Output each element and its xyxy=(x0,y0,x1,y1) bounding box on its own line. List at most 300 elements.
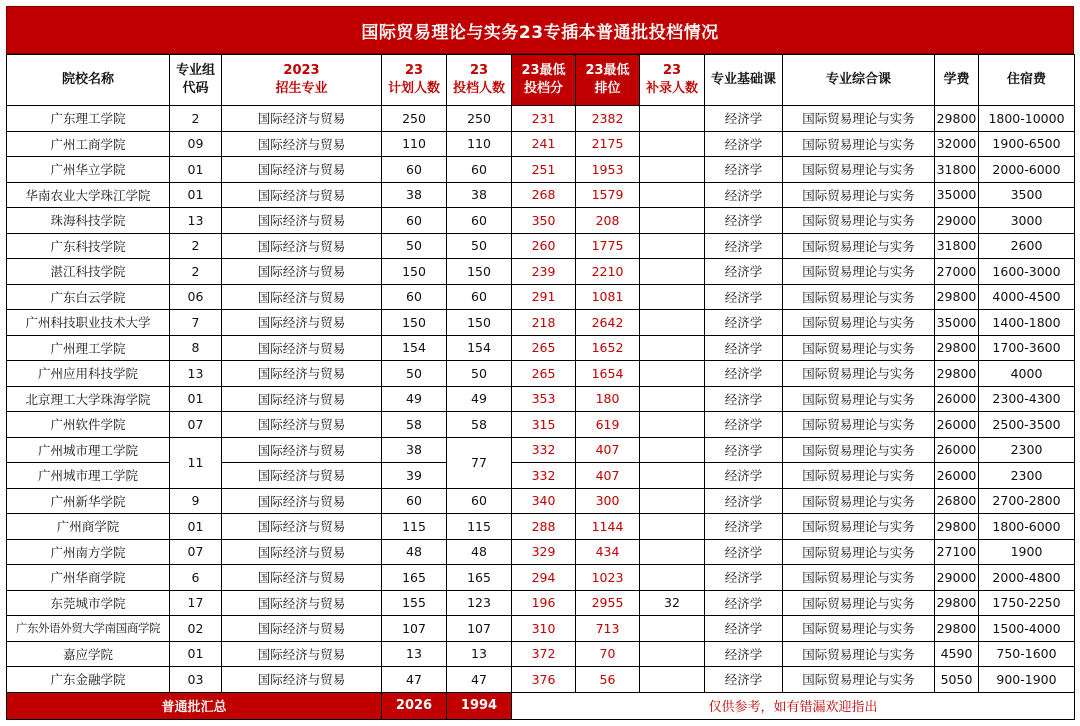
cell-tuition: 29800 xyxy=(935,106,979,132)
cell-min-rank: 2955 xyxy=(576,590,640,616)
cell-tuition: 35000 xyxy=(935,182,979,208)
cell-comprehensive-course: 国际贸易理论与实务 xyxy=(783,106,935,132)
cell-comprehensive-course: 国际贸易理论与实务 xyxy=(783,259,935,285)
cell-basic-course: 经济学 xyxy=(705,131,783,157)
cell-comprehensive-course: 国际贸易理论与实务 xyxy=(783,616,935,642)
cell-min-score: 329 xyxy=(512,539,576,565)
cell-supplementary xyxy=(640,182,705,208)
cell-lodging: 1750-2250 xyxy=(979,590,1075,616)
cell-plan: 49 xyxy=(382,386,447,412)
header-filed: 23 投档人数 xyxy=(447,55,512,106)
cell-tuition: 26000 xyxy=(935,463,979,489)
cell-plan: 58 xyxy=(382,412,447,438)
header-min-rank: 23最低 排位 xyxy=(576,55,640,106)
cell-school: 广东外语外贸大学南国商学院 xyxy=(7,616,170,642)
cell-major: 国际经济与贸易 xyxy=(222,106,382,132)
cell-lodging: 750-1600 xyxy=(979,641,1075,667)
table-row xyxy=(7,667,1075,693)
cell-major: 国际经济与贸易 xyxy=(222,157,382,183)
cell-supplementary xyxy=(640,616,705,642)
cell-filed: 60 xyxy=(447,488,512,514)
cell-min-score: 294 xyxy=(512,565,576,591)
cell-supplementary xyxy=(640,641,705,667)
table-row xyxy=(7,488,1075,514)
cell-filed: 77 xyxy=(447,437,512,488)
cell-group-code: 06 xyxy=(170,284,222,310)
sheet-title: 国际贸易理论与实务23专插本普通批投档情况 xyxy=(6,6,1074,54)
cell-basic-course: 经济学 xyxy=(705,208,783,234)
cell-school: 广州新华学院 xyxy=(7,488,170,514)
cell-comprehensive-course: 国际贸易理论与实务 xyxy=(783,361,935,387)
cell-major: 国际经济与贸易 xyxy=(222,463,382,489)
cell-school: 华南农业大学珠江学院 xyxy=(7,182,170,208)
cell-group-code: 07 xyxy=(170,412,222,438)
cell-plan: 154 xyxy=(382,335,447,361)
cell-min-score: 265 xyxy=(512,361,576,387)
cell-basic-course: 经济学 xyxy=(705,463,783,489)
cell-supplementary xyxy=(640,412,705,438)
cell-lodging: 2000-6000 xyxy=(979,157,1075,183)
cell-supplementary xyxy=(640,361,705,387)
cell-filed: 110 xyxy=(447,131,512,157)
cell-comprehensive-course: 国际贸易理论与实务 xyxy=(783,590,935,616)
cell-basic-course: 经济学 xyxy=(705,182,783,208)
cell-school: 嘉应学院 xyxy=(7,641,170,667)
cell-lodging: 2600 xyxy=(979,233,1075,259)
header-major: 2023 招生专业 xyxy=(222,55,382,106)
cell-comprehensive-course: 国际贸易理论与实务 xyxy=(783,157,935,183)
cell-comprehensive-course: 国际贸易理论与实务 xyxy=(783,284,935,310)
cell-lodging: 1900-6500 xyxy=(979,131,1075,157)
cell-school: 珠海科技学院 xyxy=(7,208,170,234)
cell-min-score: 265 xyxy=(512,335,576,361)
cell-lodging: 4000-4500 xyxy=(979,284,1075,310)
cell-basic-course: 经济学 xyxy=(705,386,783,412)
cell-basic-course: 经济学 xyxy=(705,259,783,285)
cell-lodging: 2700-2800 xyxy=(979,488,1075,514)
cell-min-rank: 1081 xyxy=(576,284,640,310)
cell-supplementary xyxy=(640,463,705,489)
cell-supplementary: 32 xyxy=(640,590,705,616)
cell-filed: 50 xyxy=(447,361,512,387)
cell-major: 国际经济与贸易 xyxy=(222,590,382,616)
cell-supplementary xyxy=(640,667,705,693)
table-row xyxy=(7,437,1075,463)
cell-filed: 49 xyxy=(447,386,512,412)
header-min-score: 23最低 投档分 xyxy=(512,55,576,106)
cell-group-code: 7 xyxy=(170,310,222,336)
table-row xyxy=(7,310,1075,336)
cell-basic-course: 经济学 xyxy=(705,616,783,642)
cell-basic-course: 经济学 xyxy=(705,539,783,565)
cell-school: 广州华商学院 xyxy=(7,565,170,591)
cell-major: 国际经济与贸易 xyxy=(222,667,382,693)
cell-supplementary xyxy=(640,131,705,157)
table-row xyxy=(7,386,1075,412)
cell-min-rank: 300 xyxy=(576,488,640,514)
cell-min-score: 268 xyxy=(512,182,576,208)
cell-school: 广州南方学院 xyxy=(7,539,170,565)
table-row xyxy=(7,208,1075,234)
admission-table xyxy=(6,54,1075,720)
cell-tuition: 29000 xyxy=(935,208,979,234)
cell-lodging: 1500-4000 xyxy=(979,616,1075,642)
cell-min-rank: 1144 xyxy=(576,514,640,540)
cell-school: 东莞城市学院 xyxy=(7,590,170,616)
cell-lodging: 4000 xyxy=(979,361,1075,387)
cell-plan: 60 xyxy=(382,208,447,234)
cell-lodging: 1800-10000 xyxy=(979,106,1075,132)
table-row xyxy=(7,565,1075,591)
cell-supplementary xyxy=(640,233,705,259)
table-row xyxy=(7,157,1075,183)
cell-major: 国际经济与贸易 xyxy=(222,233,382,259)
cell-group-code: 6 xyxy=(170,565,222,591)
cell-plan: 60 xyxy=(382,157,447,183)
cell-comprehensive-course: 国际贸易理论与实务 xyxy=(783,412,935,438)
cell-group-code: 01 xyxy=(170,157,222,183)
cell-tuition: 35000 xyxy=(935,310,979,336)
cell-plan: 48 xyxy=(382,539,447,565)
cell-basic-course: 经济学 xyxy=(705,233,783,259)
cell-comprehensive-course: 国际贸易理论与实务 xyxy=(783,488,935,514)
table-row xyxy=(7,233,1075,259)
cell-school: 北京理工大学珠海学院 xyxy=(7,386,170,412)
cell-supplementary xyxy=(640,386,705,412)
cell-major: 国际经济与贸易 xyxy=(222,641,382,667)
cell-basic-course: 经济学 xyxy=(705,284,783,310)
cell-group-code: 11 xyxy=(170,437,222,488)
cell-plan: 38 xyxy=(382,182,447,208)
cell-min-rank: 208 xyxy=(576,208,640,234)
cell-comprehensive-course: 国际贸易理论与实务 xyxy=(783,514,935,540)
cell-basic-course: 经济学 xyxy=(705,641,783,667)
cell-basic-course: 经济学 xyxy=(705,514,783,540)
cell-major: 国际经济与贸易 xyxy=(222,259,382,285)
cell-group-code: 01 xyxy=(170,182,222,208)
cell-min-rank: 70 xyxy=(576,641,640,667)
cell-supplementary xyxy=(640,565,705,591)
cell-lodging: 2300-4300 xyxy=(979,386,1075,412)
cell-plan: 50 xyxy=(382,361,447,387)
table-row xyxy=(7,361,1075,387)
cell-tuition: 29800 xyxy=(935,335,979,361)
cell-school: 广州软件学院 xyxy=(7,412,170,438)
cell-plan: 47 xyxy=(382,667,447,693)
cell-plan: 165 xyxy=(382,565,447,591)
cell-comprehensive-course: 国际贸易理论与实务 xyxy=(783,565,935,591)
cell-min-rank: 180 xyxy=(576,386,640,412)
table-row xyxy=(7,106,1075,132)
cell-filed: 60 xyxy=(447,208,512,234)
cell-min-rank: 2382 xyxy=(576,106,640,132)
cell-tuition: 29800 xyxy=(935,284,979,310)
cell-comprehensive-course: 国际贸易理论与实务 xyxy=(783,386,935,412)
cell-group-code: 03 xyxy=(170,667,222,693)
cell-min-rank: 407 xyxy=(576,463,640,489)
cell-tuition: 5050 xyxy=(935,667,979,693)
cell-school: 广州工商学院 xyxy=(7,131,170,157)
cell-filed: 107 xyxy=(447,616,512,642)
cell-plan: 13 xyxy=(382,641,447,667)
cell-comprehensive-course: 国际贸易理论与实务 xyxy=(783,539,935,565)
cell-lodging: 2000-4800 xyxy=(979,565,1075,591)
cell-supplementary xyxy=(640,106,705,132)
summary-filed-total: 1994 xyxy=(447,692,512,719)
cell-group-code: 01 xyxy=(170,641,222,667)
cell-comprehensive-course: 国际贸易理论与实务 xyxy=(783,233,935,259)
cell-filed: 154 xyxy=(447,335,512,361)
header-supplementary: 23 补录人数 xyxy=(640,55,705,106)
header-row xyxy=(7,55,1075,106)
cell-comprehensive-course: 国际贸易理论与实务 xyxy=(783,667,935,693)
cell-min-score: 376 xyxy=(512,667,576,693)
cell-tuition: 31800 xyxy=(935,157,979,183)
header-plan: 23 计划人数 xyxy=(382,55,447,106)
cell-tuition: 29800 xyxy=(935,361,979,387)
cell-supplementary xyxy=(640,157,705,183)
cell-supplementary xyxy=(640,310,705,336)
cell-group-code: 01 xyxy=(170,514,222,540)
cell-lodging: 3000 xyxy=(979,208,1075,234)
cell-group-code: 17 xyxy=(170,590,222,616)
cell-school: 广州城市理工学院 xyxy=(7,463,170,489)
cell-major: 国际经济与贸易 xyxy=(222,539,382,565)
cell-min-score: 353 xyxy=(512,386,576,412)
cell-major: 国际经济与贸易 xyxy=(222,208,382,234)
table-row xyxy=(7,463,1075,489)
cell-tuition: 31800 xyxy=(935,233,979,259)
table-row xyxy=(7,131,1075,157)
table-row xyxy=(7,616,1075,642)
cell-filed: 50 xyxy=(447,233,512,259)
cell-filed: 123 xyxy=(447,590,512,616)
cell-filed: 58 xyxy=(447,412,512,438)
cell-comprehensive-course: 国际贸易理论与实务 xyxy=(783,310,935,336)
cell-group-code: 02 xyxy=(170,616,222,642)
cell-school: 广州科技职业技术大学 xyxy=(7,310,170,336)
cell-school: 广东科技学院 xyxy=(7,233,170,259)
cell-plan: 50 xyxy=(382,233,447,259)
header-basic-course: 专业基础课 xyxy=(705,55,783,106)
cell-lodging: 1400-1800 xyxy=(979,310,1075,336)
table-row xyxy=(7,514,1075,540)
cell-basic-course: 经济学 xyxy=(705,437,783,463)
cell-plan: 38 xyxy=(382,437,447,463)
cell-min-score: 372 xyxy=(512,641,576,667)
cell-tuition: 26000 xyxy=(935,386,979,412)
cell-tuition: 29800 xyxy=(935,590,979,616)
cell-lodging: 3500 xyxy=(979,182,1075,208)
cell-school: 广州理工学院 xyxy=(7,335,170,361)
cell-filed: 47 xyxy=(447,667,512,693)
header-group-code: 专业组 代码 xyxy=(170,55,222,106)
cell-filed: 150 xyxy=(447,310,512,336)
cell-school: 广州华立学院 xyxy=(7,157,170,183)
cell-plan: 107 xyxy=(382,616,447,642)
summary-label: 普通批汇总 xyxy=(7,692,382,719)
cell-major: 国际经济与贸易 xyxy=(222,335,382,361)
cell-min-score: 231 xyxy=(512,106,576,132)
cell-filed: 250 xyxy=(447,106,512,132)
cell-major: 国际经济与贸易 xyxy=(222,284,382,310)
cell-plan: 60 xyxy=(382,488,447,514)
cell-group-code: 01 xyxy=(170,386,222,412)
cell-lodging: 1800-6000 xyxy=(979,514,1075,540)
cell-filed: 150 xyxy=(447,259,512,285)
cell-lodging: 2300 xyxy=(979,463,1075,489)
cell-basic-course: 经济学 xyxy=(705,157,783,183)
table-row xyxy=(7,259,1075,285)
cell-filed: 48 xyxy=(447,539,512,565)
cell-filed: 60 xyxy=(447,157,512,183)
cell-plan: 150 xyxy=(382,310,447,336)
cell-lodging: 900-1900 xyxy=(979,667,1075,693)
cell-plan: 110 xyxy=(382,131,447,157)
cell-comprehensive-course: 国际贸易理论与实务 xyxy=(783,208,935,234)
cell-tuition: 29000 xyxy=(935,565,979,591)
cell-supplementary xyxy=(640,514,705,540)
cell-filed: 60 xyxy=(447,284,512,310)
cell-min-score: 251 xyxy=(512,157,576,183)
cell-major: 国际经济与贸易 xyxy=(222,182,382,208)
cell-major: 国际经济与贸易 xyxy=(222,437,382,463)
cell-min-score: 340 xyxy=(512,488,576,514)
cell-comprehensive-course: 国际贸易理论与实务 xyxy=(783,182,935,208)
cell-major: 国际经济与贸易 xyxy=(222,488,382,514)
cell-basic-course: 经济学 xyxy=(705,412,783,438)
cell-major: 国际经济与贸易 xyxy=(222,131,382,157)
cell-min-rank: 1775 xyxy=(576,233,640,259)
cell-basic-course: 经济学 xyxy=(705,310,783,336)
cell-comprehensive-course: 国际贸易理论与实务 xyxy=(783,463,935,489)
cell-min-rank: 1654 xyxy=(576,361,640,387)
cell-group-code: 13 xyxy=(170,361,222,387)
cell-tuition: 29800 xyxy=(935,514,979,540)
cell-basic-course: 经济学 xyxy=(705,106,783,132)
cell-plan: 155 xyxy=(382,590,447,616)
summary-plan-total: 2026 xyxy=(382,692,447,719)
cell-school: 广州应用科技学院 xyxy=(7,361,170,387)
cell-tuition: 26000 xyxy=(935,437,979,463)
cell-min-rank: 2210 xyxy=(576,259,640,285)
cell-min-rank: 1579 xyxy=(576,182,640,208)
cell-major: 国际经济与贸易 xyxy=(222,616,382,642)
cell-lodging: 2300 xyxy=(979,437,1075,463)
cell-tuition: 26000 xyxy=(935,412,979,438)
cell-supplementary xyxy=(640,259,705,285)
table-row xyxy=(7,335,1075,361)
cell-basic-course: 经济学 xyxy=(705,488,783,514)
table-row xyxy=(7,182,1075,208)
cell-group-code: 09 xyxy=(170,131,222,157)
cell-basic-course: 经济学 xyxy=(705,590,783,616)
cell-lodging: 2500-3500 xyxy=(979,412,1075,438)
cell-basic-course: 经济学 xyxy=(705,335,783,361)
header-lodging: 住宿费 xyxy=(979,55,1075,106)
cell-min-rank: 713 xyxy=(576,616,640,642)
cell-min-rank: 1652 xyxy=(576,335,640,361)
cell-filed: 165 xyxy=(447,565,512,591)
cell-supplementary xyxy=(640,208,705,234)
cell-min-score: 350 xyxy=(512,208,576,234)
cell-comprehensive-course: 国际贸易理论与实务 xyxy=(783,437,935,463)
cell-school: 湛江科技学院 xyxy=(7,259,170,285)
cell-supplementary xyxy=(640,335,705,361)
cell-min-score: 310 xyxy=(512,616,576,642)
cell-plan: 115 xyxy=(382,514,447,540)
cell-tuition: 27100 xyxy=(935,539,979,565)
cell-supplementary xyxy=(640,437,705,463)
cell-min-rank: 2175 xyxy=(576,131,640,157)
cell-filed: 38 xyxy=(447,182,512,208)
cell-school: 广东理工学院 xyxy=(7,106,170,132)
cell-major: 国际经济与贸易 xyxy=(222,386,382,412)
summary-note: 仅供参考，如有错漏欢迎指出 xyxy=(512,692,1075,719)
cell-major: 国际经济与贸易 xyxy=(222,514,382,540)
cell-tuition: 26800 xyxy=(935,488,979,514)
cell-school: 广东金融学院 xyxy=(7,667,170,693)
cell-min-score: 315 xyxy=(512,412,576,438)
cell-min-rank: 1023 xyxy=(576,565,640,591)
cell-min-rank: 56 xyxy=(576,667,640,693)
cell-tuition: 4590 xyxy=(935,641,979,667)
cell-supplementary xyxy=(640,539,705,565)
cell-min-score: 291 xyxy=(512,284,576,310)
admission-sheet xyxy=(6,6,1074,720)
cell-min-score: 332 xyxy=(512,463,576,489)
table-row xyxy=(7,412,1075,438)
cell-min-rank: 1953 xyxy=(576,157,640,183)
table-row xyxy=(7,539,1075,565)
cell-plan: 39 xyxy=(382,463,447,489)
cell-group-code: 9 xyxy=(170,488,222,514)
table-row xyxy=(7,641,1075,667)
cell-filed: 13 xyxy=(447,641,512,667)
cell-basic-course: 经济学 xyxy=(705,565,783,591)
cell-plan: 250 xyxy=(382,106,447,132)
cell-comprehensive-course: 国际贸易理论与实务 xyxy=(783,131,935,157)
cell-tuition: 32000 xyxy=(935,131,979,157)
cell-min-score: 218 xyxy=(512,310,576,336)
cell-major: 国际经济与贸易 xyxy=(222,412,382,438)
cell-min-score: 332 xyxy=(512,437,576,463)
cell-lodging: 1700-3600 xyxy=(979,335,1075,361)
cell-plan: 60 xyxy=(382,284,447,310)
cell-major: 国际经济与贸易 xyxy=(222,361,382,387)
cell-min-rank: 619 xyxy=(576,412,640,438)
table-row xyxy=(7,284,1075,310)
summary-row xyxy=(7,692,1075,719)
header-comprehensive-course: 专业综合课 xyxy=(783,55,935,106)
cell-min-score: 241 xyxy=(512,131,576,157)
cell-group-code: 8 xyxy=(170,335,222,361)
cell-min-score: 239 xyxy=(512,259,576,285)
cell-major: 国际经济与贸易 xyxy=(222,310,382,336)
cell-lodging: 1600-3000 xyxy=(979,259,1075,285)
cell-tuition: 27000 xyxy=(935,259,979,285)
cell-min-score: 260 xyxy=(512,233,576,259)
cell-group-code: 07 xyxy=(170,539,222,565)
cell-school: 广州城市理工学院 xyxy=(7,437,170,463)
cell-tuition: 29800 xyxy=(935,616,979,642)
cell-min-score: 196 xyxy=(512,590,576,616)
cell-basic-course: 经济学 xyxy=(705,667,783,693)
cell-supplementary xyxy=(640,284,705,310)
cell-plan: 150 xyxy=(382,259,447,285)
cell-filed: 115 xyxy=(447,514,512,540)
header-school: 院校名称 xyxy=(7,55,170,106)
